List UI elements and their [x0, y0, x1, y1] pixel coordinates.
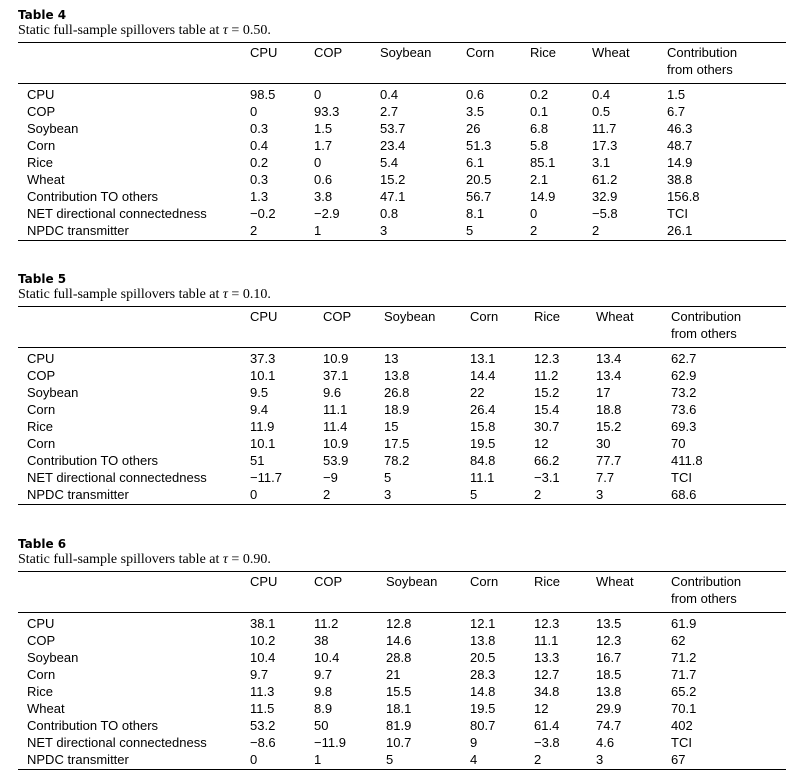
table-cell: 2	[534, 487, 542, 502]
row-label: NPDC transmitter	[27, 752, 129, 767]
table-row	[18, 103, 786, 120]
row-label: CPU	[27, 351, 55, 366]
table-row	[18, 469, 786, 486]
table-caption: Static full-sample spillovers table at τ = 0.10.	[18, 287, 271, 302]
table-cell: 11.4	[323, 419, 348, 434]
table-cell: 0	[250, 104, 258, 119]
col-header-wheat: Wheat	[596, 309, 634, 324]
table-cell: 9.6	[323, 385, 342, 400]
table-cell: 61.4	[534, 718, 560, 733]
table-cell: 11.1	[534, 633, 559, 648]
table-cell: 15.8	[470, 419, 496, 434]
table-cell: 51	[250, 453, 265, 468]
table-cell: 0.4	[380, 87, 399, 102]
table-cell: 9.8	[314, 684, 333, 699]
table-cell: 32.9	[592, 189, 618, 204]
row-label: NET directional connectedness	[27, 735, 207, 750]
table-cell: 402	[671, 718, 693, 733]
table-cell: 15	[384, 419, 399, 434]
table-cell: −5.8	[592, 206, 618, 221]
col-header-cpu: CPU	[250, 574, 278, 589]
table-cell: 68.6	[671, 487, 697, 502]
table-cell: 15.2	[596, 419, 622, 434]
table-cell: 5	[386, 752, 394, 767]
row-label: Soybean	[27, 650, 79, 665]
bottom-rule	[18, 504, 786, 505]
table-cell: 78.2	[384, 453, 410, 468]
row-label: Rice	[27, 419, 54, 434]
table-cell: 9.4	[250, 402, 269, 417]
table-cell: 70.1	[671, 701, 697, 716]
table-row	[18, 435, 786, 452]
col-header-from-others: from others	[671, 591, 737, 606]
table-cell: 18.1	[386, 701, 412, 716]
table-cell: 11.7	[592, 121, 617, 136]
table-cell: 47.1	[380, 189, 406, 204]
table-cell: 18.8	[596, 402, 622, 417]
table-cell: 19.5	[470, 701, 496, 716]
table-cell: 53.7	[380, 121, 406, 136]
row-label: Soybean	[27, 385, 79, 400]
col-header-from-others: from others	[667, 62, 733, 77]
table-cell: 15.2	[380, 172, 406, 187]
table-row	[18, 188, 786, 205]
table-cell: 5.4	[380, 155, 399, 170]
table-cell: 6.1	[466, 155, 485, 170]
row-label: Contribution TO others	[27, 189, 159, 204]
row-label: COP	[27, 633, 56, 648]
table-cell: 38.1	[250, 616, 276, 631]
table-cell: −9	[323, 470, 338, 485]
spillover-table-body	[18, 86, 786, 239]
row-label: COP	[27, 104, 56, 119]
table-row	[18, 666, 786, 683]
table-cell: 56.7	[466, 189, 492, 204]
table-row	[18, 120, 786, 137]
table-cell: 0.8	[380, 206, 399, 221]
table-row	[18, 154, 786, 171]
mid-rule	[18, 83, 786, 84]
table-cell: TCI	[671, 470, 692, 485]
table-cell: 13.4	[596, 368, 622, 383]
table-cell: −11.7	[250, 470, 282, 485]
col-header-corn: Corn	[470, 574, 499, 589]
table-cell: 3.8	[314, 189, 333, 204]
table-cell: 8.9	[314, 701, 333, 716]
table-cell: 13.3	[534, 650, 560, 665]
row-label: NPDC transmitter	[27, 223, 129, 238]
table-cell: 18.5	[596, 667, 622, 682]
table-cell: 0.3	[250, 172, 269, 187]
spillover-table-body	[18, 615, 786, 768]
table-cell: 14.4	[470, 368, 496, 383]
table-row	[18, 649, 786, 666]
table-cell: 1	[314, 752, 322, 767]
mid-rule	[18, 347, 786, 348]
bottom-rule	[18, 240, 786, 241]
table-cell: 4.6	[596, 735, 615, 750]
table-cell: 26	[466, 121, 481, 136]
col-header-contribution: Contribution	[671, 309, 742, 324]
table-cell: 7.7	[596, 470, 615, 485]
col-header-cpu: CPU	[250, 309, 278, 324]
table-cell: 29.9	[596, 701, 622, 716]
table-cell: 17	[596, 385, 611, 400]
table-label: Table 4	[18, 8, 67, 22]
row-label: NPDC transmitter	[27, 487, 129, 502]
table-cell: 2.7	[380, 104, 399, 119]
header-row	[18, 44, 786, 61]
header-row-2	[18, 61, 786, 78]
table-cell: 13	[384, 351, 399, 366]
table-cell: 0.5	[592, 104, 611, 119]
table-row	[18, 137, 786, 154]
table-cell: TCI	[671, 735, 692, 750]
row-label: Wheat	[27, 701, 65, 716]
spillover-table	[18, 44, 786, 78]
table-cell: 2	[250, 223, 258, 238]
table-cell: −3.1	[534, 470, 560, 485]
table-cell: 34.8	[534, 684, 560, 699]
row-label: Wheat	[27, 172, 65, 187]
table-cell: 38	[314, 633, 329, 648]
col-header-cop: COP	[314, 574, 343, 589]
table-cell: 15.2	[534, 385, 560, 400]
table-cell: 5	[384, 470, 392, 485]
table-cell: 17.3	[592, 138, 618, 153]
table-cell: 0.4	[592, 87, 611, 102]
table-row	[18, 615, 786, 632]
col-header-corn: Corn	[466, 45, 495, 60]
table-cell: 9	[470, 735, 478, 750]
table-cell: 13.4	[596, 351, 622, 366]
table-cell: 3	[380, 223, 388, 238]
col-header-rice: Rice	[530, 45, 557, 60]
header-row-2	[18, 590, 786, 607]
table-cell: 65.2	[671, 684, 697, 699]
table-cell: 38.8	[667, 172, 693, 187]
table-cell: 30	[596, 436, 611, 451]
table-cell: 80.7	[470, 718, 496, 733]
col-header-rice: Rice	[534, 309, 561, 324]
col-header-corn: Corn	[470, 309, 499, 324]
row-label: Corn	[27, 667, 56, 682]
table-cell: 71.7	[671, 667, 697, 682]
table-cell: 9.7	[250, 667, 269, 682]
top-rule	[18, 571, 786, 572]
table-cell: 50	[314, 718, 329, 733]
table-row	[18, 452, 786, 469]
table-row	[18, 632, 786, 649]
row-label: CPU	[27, 616, 55, 631]
table-cell: 12.3	[534, 351, 560, 366]
table-5-block	[18, 272, 786, 502]
table-cell: 1.5	[314, 121, 333, 136]
table-row	[18, 683, 786, 700]
table-cell: 12.3	[534, 616, 560, 631]
col-header-contribution: Contribution	[667, 45, 738, 60]
table-cell: 3	[596, 487, 604, 502]
table-cell: 12.1	[470, 616, 496, 631]
table-cell: 28.3	[470, 667, 496, 682]
table-cell: 3.1	[592, 155, 611, 170]
row-label: NET directional connectedness	[27, 470, 207, 485]
header-row	[18, 308, 786, 325]
table-cell: 0.3	[250, 121, 269, 136]
table-cell: 12	[534, 436, 549, 451]
table-cell: 1	[314, 223, 322, 238]
table-label: Table 6	[18, 537, 67, 551]
top-rule	[18, 306, 786, 307]
table-6-block	[18, 537, 786, 767]
table-cell: 0.4	[250, 138, 269, 153]
table-cell: 15.5	[386, 684, 412, 699]
table-cell: 17.5	[384, 436, 410, 451]
table-cell: 10.4	[314, 650, 340, 665]
table-row	[18, 205, 786, 222]
table-row	[18, 751, 786, 768]
table-row	[18, 367, 786, 384]
col-header-contribution: Contribution	[671, 574, 742, 589]
table-cell: 15.4	[534, 402, 560, 417]
table-cell: 10.1	[250, 436, 276, 451]
col-header-wheat: Wheat	[592, 45, 630, 60]
table-cell: 84.8	[470, 453, 496, 468]
table-cell: 1.3	[250, 189, 269, 204]
table-cell: 20.5	[466, 172, 492, 187]
table-cell: 0	[314, 155, 322, 170]
table-cell: 13.1	[470, 351, 496, 366]
table-cell: 5.8	[530, 138, 549, 153]
table-cell: 1.5	[667, 87, 686, 102]
col-header-from-others: from others	[671, 326, 737, 341]
row-label: Corn	[27, 138, 56, 153]
table-cell: TCI	[667, 206, 688, 221]
table-cell: 0.6	[314, 172, 333, 187]
table-cell: 30.7	[534, 419, 560, 434]
table-cell: 37.3	[250, 351, 276, 366]
table-row	[18, 222, 786, 239]
table-cell: 46.3	[667, 121, 693, 136]
table-cell: 9.7	[314, 667, 333, 682]
spillover-table-body	[18, 350, 786, 503]
table-cell: 11.3	[250, 684, 275, 699]
table-cell: 12.7	[534, 667, 560, 682]
table-cell: 2	[323, 487, 331, 502]
table-cell: 5	[466, 223, 474, 238]
col-header-soybean: Soybean	[380, 45, 432, 60]
table-cell: 4	[470, 752, 478, 767]
table-cell: 3.5	[466, 104, 485, 119]
table-cell: 13.5	[596, 616, 622, 631]
table-cell: 0	[250, 487, 258, 502]
table-cell: 2	[592, 223, 600, 238]
table-cell: 61.9	[671, 616, 697, 631]
table-cell: 20.5	[470, 650, 496, 665]
table-cell: 61.2	[592, 172, 618, 187]
table-cell: −8.6	[250, 735, 276, 750]
table-cell: 2.1	[530, 172, 549, 187]
table-cell: 2	[534, 752, 542, 767]
table-cell: 156.8	[667, 189, 700, 204]
table-caption: Static full-sample spillovers table at τ = 0.50.	[18, 23, 271, 38]
table-cell: −0.2	[250, 206, 276, 221]
table-cell: 0.2	[250, 155, 269, 170]
table-cell: 11.5	[250, 701, 275, 716]
table-row	[18, 86, 786, 103]
col-header-wheat: Wheat	[596, 574, 634, 589]
table-cell: 11.2	[314, 616, 339, 631]
table-cell: 26.8	[384, 385, 410, 400]
table-cell: 73.2	[671, 385, 697, 400]
header-row-2	[18, 325, 786, 342]
col-header-soybean: Soybean	[384, 309, 436, 324]
table-cell: 53.9	[323, 453, 349, 468]
table-cell: 48.7	[667, 138, 693, 153]
table-cell: 11.2	[534, 368, 559, 383]
table-cell: 28.8	[386, 650, 412, 665]
mid-rule	[18, 612, 786, 613]
table-cell: 6.8	[530, 121, 549, 136]
table-cell: 12	[534, 701, 549, 716]
table-4-block	[18, 8, 786, 238]
table-row	[18, 717, 786, 734]
table-cell: 3	[596, 752, 604, 767]
row-label: Rice	[27, 684, 54, 699]
table-cell: −2.9	[314, 206, 340, 221]
table-row	[18, 401, 786, 418]
table-row	[18, 486, 786, 503]
table-cell: 62.7	[671, 351, 697, 366]
col-header-cop: COP	[314, 45, 343, 60]
table-cell: 10.9	[323, 351, 349, 366]
table-cell: 8.1	[466, 206, 485, 221]
table-row	[18, 350, 786, 367]
row-label: Soybean	[27, 121, 79, 136]
table-cell: 19.5	[470, 436, 496, 451]
row-label: Contribution TO others	[27, 718, 159, 733]
table-cell: 9.5	[250, 385, 269, 400]
table-cell: 13.8	[470, 633, 496, 648]
table-cell: 5	[470, 487, 478, 502]
table-cell: 14.6	[386, 633, 412, 648]
table-cell: 14.8	[470, 684, 496, 699]
table-cell: 16.7	[596, 650, 622, 665]
table-cell: 66.2	[534, 453, 560, 468]
table-cell: 10.9	[323, 436, 349, 451]
table-cell: 18.9	[384, 402, 410, 417]
table-cell: 26.1	[667, 223, 693, 238]
table-cell: 85.1	[530, 155, 556, 170]
col-header-cpu: CPU	[250, 45, 278, 60]
table-cell: 13.8	[596, 684, 622, 699]
row-label: NET directional connectedness	[27, 206, 207, 221]
table-cell: 11.1	[470, 470, 495, 485]
table-cell: 13.8	[384, 368, 410, 383]
table-cell: 10.7	[386, 735, 412, 750]
table-cell: 10.4	[250, 650, 276, 665]
table-cell: 10.1	[250, 368, 276, 383]
table-cell: 62	[671, 633, 686, 648]
table-cell: 23.4	[380, 138, 406, 153]
table-cell: 53.2	[250, 718, 276, 733]
table-cell: −11.9	[314, 735, 346, 750]
table-cell: 2	[530, 223, 538, 238]
table-row	[18, 171, 786, 188]
table-cell: −3.8	[534, 735, 560, 750]
table-cell: 37.1	[323, 368, 349, 383]
table-cell: 67	[671, 752, 686, 767]
table-cell: 0.2	[530, 87, 549, 102]
col-header-soybean: Soybean	[386, 574, 438, 589]
table-cell: 74.7	[596, 718, 622, 733]
table-cell: 73.6	[671, 402, 697, 417]
table-cell: 93.3	[314, 104, 340, 119]
table-cell: 81.9	[386, 718, 412, 733]
table-cell: 98.5	[250, 87, 276, 102]
table-cell: 69.3	[671, 419, 697, 434]
table-cell: 14.9	[530, 189, 556, 204]
table-cell: 51.3	[466, 138, 492, 153]
col-header-cop: COP	[323, 309, 352, 324]
table-cell: 12.3	[596, 633, 622, 648]
row-label: Corn	[27, 402, 56, 417]
table-cell: 3	[384, 487, 392, 502]
table-cell: 0.6	[466, 87, 485, 102]
table-row	[18, 384, 786, 401]
row-label: CPU	[27, 87, 55, 102]
table-cell: 6.7	[667, 104, 686, 119]
table-cell: 62.9	[671, 368, 697, 383]
table-cell: 11.1	[323, 402, 348, 417]
table-cell: 11.9	[250, 419, 275, 434]
table-row	[18, 418, 786, 435]
row-label: Corn	[27, 436, 56, 451]
table-cell: 10.2	[250, 633, 276, 648]
spillover-table	[18, 573, 786, 607]
table-cell: 26.4	[470, 402, 496, 417]
table-row	[18, 700, 786, 717]
spillover-table	[18, 308, 786, 342]
table-cell: 411.8	[671, 453, 703, 468]
table-cell: 77.7	[596, 453, 622, 468]
table-cell: 22	[470, 385, 485, 400]
table-cell: 0	[530, 206, 538, 221]
table-cell: 70	[671, 436, 686, 451]
row-label: Contribution TO others	[27, 453, 159, 468]
table-label: Table 5	[18, 272, 67, 286]
table-row	[18, 734, 786, 751]
header-row	[18, 573, 786, 590]
table-cell: 1.7	[314, 138, 333, 153]
row-label: Rice	[27, 155, 54, 170]
table-cell: 14.9	[667, 155, 693, 170]
top-rule	[18, 42, 786, 43]
table-cell: 0	[250, 752, 258, 767]
bottom-rule	[18, 769, 786, 770]
table-cell: 21	[386, 667, 401, 682]
table-caption: Static full-sample spillovers table at τ = 0.90.	[18, 552, 271, 567]
table-cell: 0.1	[530, 104, 549, 119]
table-cell: 0	[314, 87, 322, 102]
row-label: COP	[27, 368, 56, 383]
table-cell: 12.8	[386, 616, 412, 631]
table-cell: 71.2	[671, 650, 697, 665]
col-header-rice: Rice	[534, 574, 561, 589]
